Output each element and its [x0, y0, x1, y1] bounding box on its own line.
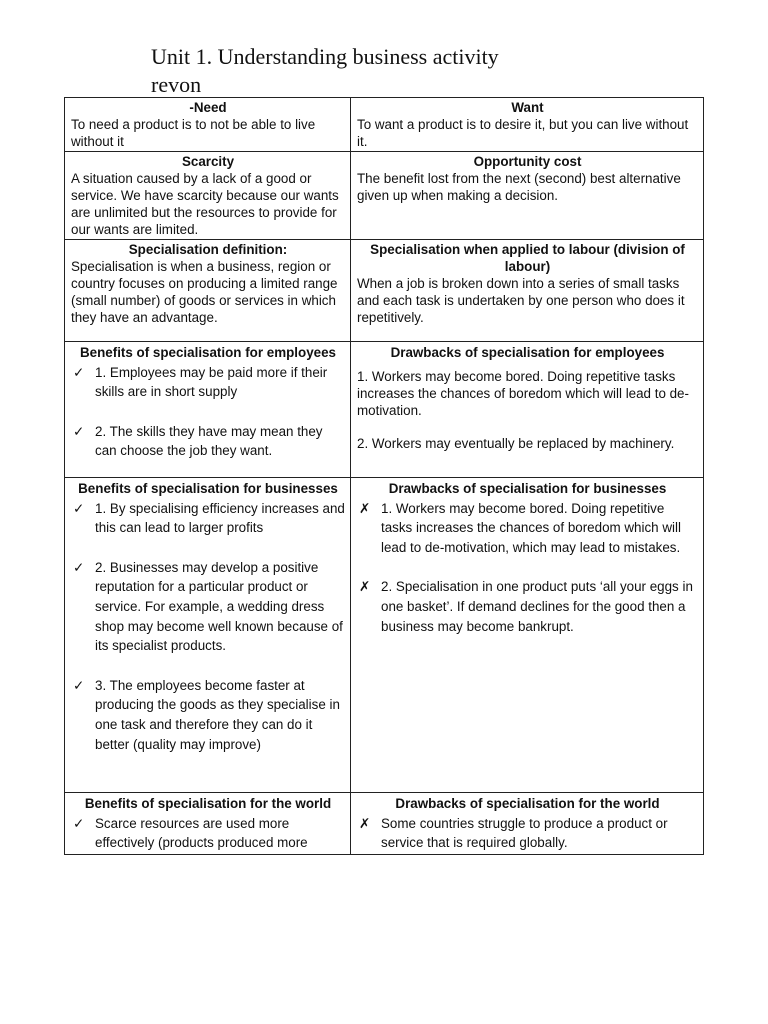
- title-line-1: Unit 1. Understanding business activity: [151, 44, 499, 69]
- opportunity-cost-text: The benefit lost from the next (second) best alternative given up when making a decision.: [357, 171, 681, 203]
- check-icon: ✓: [73, 677, 85, 693]
- scarcity-cell: [65, 152, 351, 240]
- check-icon: ✓: [73, 815, 85, 831]
- list-item-text: 1. Workers may become bored. Doing repetitive tasks increases the chances of boredom which will lead to de-motivation, which may lead to mistakes.: [381, 500, 681, 556]
- cross-icon: ✗: [359, 500, 371, 516]
- specialisation-definition-cell: [65, 240, 351, 342]
- spacer: [71, 538, 345, 558]
- need-text: To need a product is to not be able to live without it: [71, 117, 316, 149]
- opportunity-cost-heading: Opportunity cost: [473, 154, 582, 169]
- want-text: To want a product is to desire it, but you can live without it.: [357, 117, 689, 149]
- business-benefits-cell: [65, 478, 351, 793]
- specialisation-definition-heading: Specialisation definition:: [128, 242, 288, 257]
- world-drawbacks-cell: [351, 793, 704, 855]
- list-item: [357, 814, 698, 853]
- list-item-text: Scarce resources are used more effectively (products produced more: [95, 815, 308, 851]
- table-row: [65, 478, 704, 793]
- want-cell: [351, 98, 704, 152]
- list-item: [357, 499, 698, 558]
- spacer: [357, 419, 698, 435]
- check-icon: ✓: [73, 364, 85, 380]
- list-item-text: 1. Employees may be paid more if their skills are in short supply: [95, 364, 328, 400]
- list-item: [71, 558, 345, 657]
- employee-drawbacks-cell: [351, 342, 704, 478]
- specialisation-definition-text: Specialisation is when a business, region or country focuses on producing a limited range (small number) of goods or services in which they have an advantage.: [71, 259, 338, 325]
- business-drawbacks-cell: [351, 478, 704, 793]
- check-icon: ✓: [73, 559, 85, 575]
- table-row: [65, 342, 704, 478]
- business-drawbacks-heading: Drawbacks of specialisation for businesses: [388, 481, 667, 496]
- table-row: [65, 240, 704, 342]
- list-item: [71, 363, 345, 402]
- list-item-text: 2. The skills they have may mean they can choose the job they want.: [95, 423, 323, 459]
- spacer: [71, 656, 345, 676]
- cross-icon: ✗: [359, 579, 371, 595]
- list-item: [71, 676, 345, 755]
- table-row: [65, 793, 704, 855]
- spacer: [71, 402, 345, 422]
- employee-benefits-cell: [65, 342, 351, 478]
- list-item: 1. Workers may become bored. Doing repetitive tasks increases the chances of boredom which will lead to de-motivation.: [357, 368, 689, 418]
- list-item-text: Some countries struggle to produce a product or service that is required globally.: [381, 815, 668, 851]
- list-item-text: 2. Specialisation in one product puts ‘all your eggs in one basket’. If demand declines for the good then a business may become bankrupt.: [381, 579, 693, 634]
- check-icon: ✓: [73, 500, 85, 516]
- table-row: [65, 98, 704, 152]
- page-title: [151, 43, 499, 99]
- employee-benefits-heading: Benefits of specialisation for employees: [80, 345, 336, 360]
- list-item-text: 3. The employees become faster at producing the goods as they specialise in one task and therefore they can do it better (quality may improve): [95, 677, 340, 752]
- scarcity-text: A situation caused by a lack of a good or service. We have scarcity because our wants are unlimited but the resources to provide for our wants are limited.: [71, 171, 339, 237]
- list-item: [357, 577, 698, 636]
- list-item: [71, 422, 345, 461]
- list-item: [71, 814, 345, 853]
- need-cell: [65, 98, 351, 152]
- specialisation-labour-cell: [351, 240, 704, 342]
- world-drawbacks-heading: Drawbacks of specialisation for the world: [395, 796, 660, 811]
- title-line-2: revon: [151, 72, 202, 97]
- spacer: [357, 558, 698, 578]
- list-item: [71, 499, 345, 538]
- employee-drawbacks-heading: Drawbacks of specialisation for employees: [390, 345, 665, 360]
- opportunity-cost-cell: [351, 152, 704, 240]
- need-heading: -Need: [189, 100, 227, 115]
- specialisation-labour-heading: Specialisation when applied to labour (division of labour): [370, 242, 685, 274]
- want-heading: Want: [511, 100, 544, 115]
- list-item-text: 1. By specialising efficiency increases and this can lead to larger profits: [95, 500, 345, 536]
- notes-table: [64, 97, 704, 855]
- world-benefits-heading: Benefits of specialisation for the world: [84, 796, 332, 811]
- specialisation-labour-text: When a job is broken down into a series of small tasks and each task is undertaken by one person who does it repetitively.: [357, 276, 685, 325]
- cross-icon: ✗: [359, 815, 371, 831]
- world-benefits-cell: [65, 793, 351, 855]
- list-item: 2. Workers may eventually be replaced by machinery.: [357, 435, 675, 451]
- table-row: [65, 152, 704, 240]
- check-icon: ✓: [73, 423, 85, 439]
- scarcity-heading: Scarcity: [181, 154, 235, 169]
- business-benefits-heading: Benefits of specialisation for businesses: [78, 481, 338, 496]
- list-item-text: 2. Businesses may develop a positive reputation for a particular product or service. For example, a wedding dress shop may become well known because of its specialist products.: [95, 559, 343, 654]
